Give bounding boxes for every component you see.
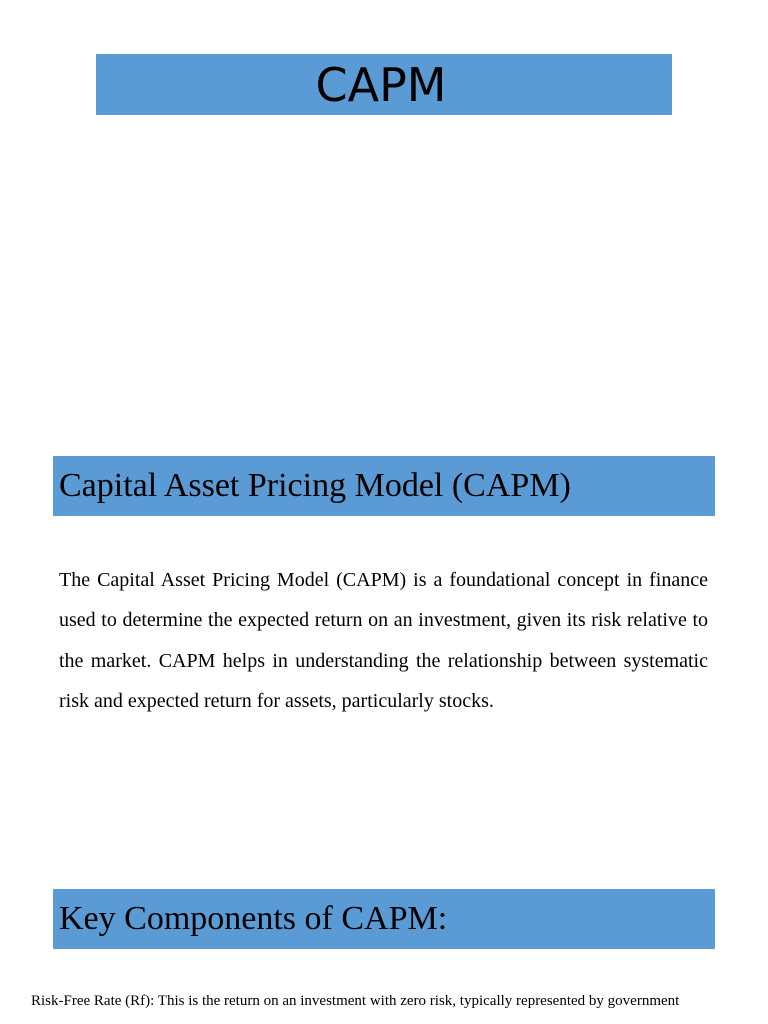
section-heading-banner-capm <box>53 456 715 516</box>
section-heading-key-components: Key Components of CAPM: <box>59 900 448 937</box>
title-banner <box>96 54 672 115</box>
page-title: CAPM <box>315 57 447 112</box>
capm-intro-paragraph: The Capital Asset Pricing Model (CAPM) is a foundational concept in finance used to determine the expected return on an investment, given its risk relative to the market. CAPM helps in understanding the relationship between systematic risk and expected return for assets, particularly stocks. <box>59 569 708 713</box>
section-heading-capm: Capital Asset Pricing Model (CAPM) <box>59 467 571 504</box>
risk-free-rate-text: Risk-Free Rate (Rf): This is the return on an investment with zero risk, typically represented by government <box>31 993 680 1009</box>
section-heading-banner-key-components <box>53 889 715 949</box>
